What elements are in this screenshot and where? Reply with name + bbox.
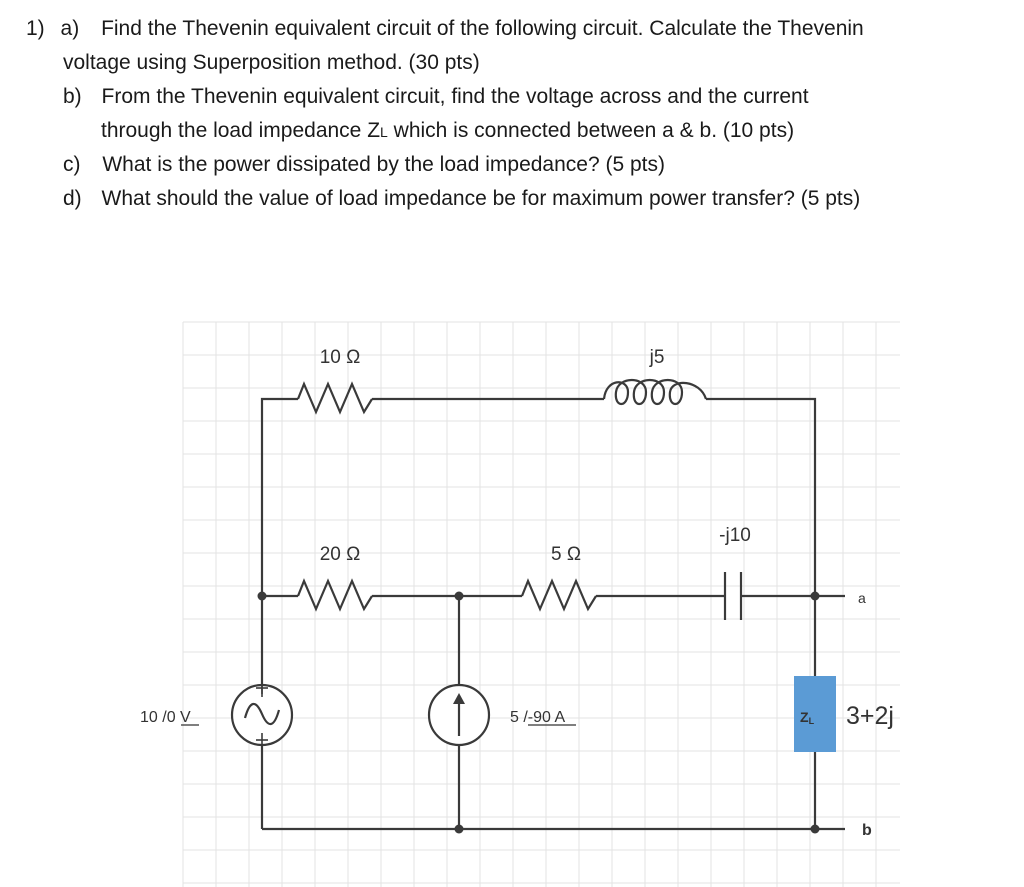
wire-top-left (262, 399, 298, 596)
resistor-5-ohm (522, 581, 596, 609)
inductor-j5 (604, 380, 706, 404)
label-load-symbol-sub: L (808, 716, 815, 726)
part-b-text-pre: through the load impedance Z (101, 119, 381, 142)
ac-voltage-source (232, 682, 292, 745)
wire-top-right (706, 399, 815, 596)
label-node-a: a (858, 590, 866, 606)
label-node-b: b (862, 822, 872, 839)
current-source (429, 685, 489, 745)
part-b-label: b) (63, 85, 82, 108)
label-voltage-source: 10 /0 V (140, 709, 191, 726)
label-r3: 5 Ω (550, 544, 582, 565)
label-load-symbol-main: Z (800, 709, 809, 725)
circuit-wires (262, 399, 845, 829)
part-d-label: d) (63, 187, 82, 210)
label-inductor: j5 (649, 347, 665, 368)
part-b-text-sub: L (380, 124, 388, 140)
label-load-value: 3+2j (846, 702, 894, 730)
label-capacitor: -j10 (719, 525, 751, 546)
label-r2: 20 Ω (319, 544, 361, 565)
part-b-text-line1: From the Thevenin equivalent circuit, find the voltage across and the current (101, 85, 809, 108)
label-r1: 10 Ω (319, 347, 361, 368)
label-current-source: 5 /-90 A (510, 709, 566, 726)
capacitor-minus-j10 (725, 572, 741, 620)
part-c-text: What is the power dissipated by the load impedance? (5 pts) (102, 153, 665, 176)
part-a-label: a) (60, 17, 80, 40)
part-a-text-line1: Find the Thevenin equivalent circuit of the following circuit. Calculate the Thevenin (101, 17, 864, 40)
question-number: 1) (26, 17, 45, 40)
part-a-text-line2: voltage using Superposition method. (30 pts) (63, 51, 480, 74)
part-c-label: c) (63, 153, 81, 176)
part-d-text: What should the value of load impedance be for maximum power transfer? (5 pts) (101, 187, 861, 210)
part-b-text-post: which is connected between a & b. (10 pts) (387, 119, 795, 142)
resistor-20-ohm (298, 581, 372, 609)
